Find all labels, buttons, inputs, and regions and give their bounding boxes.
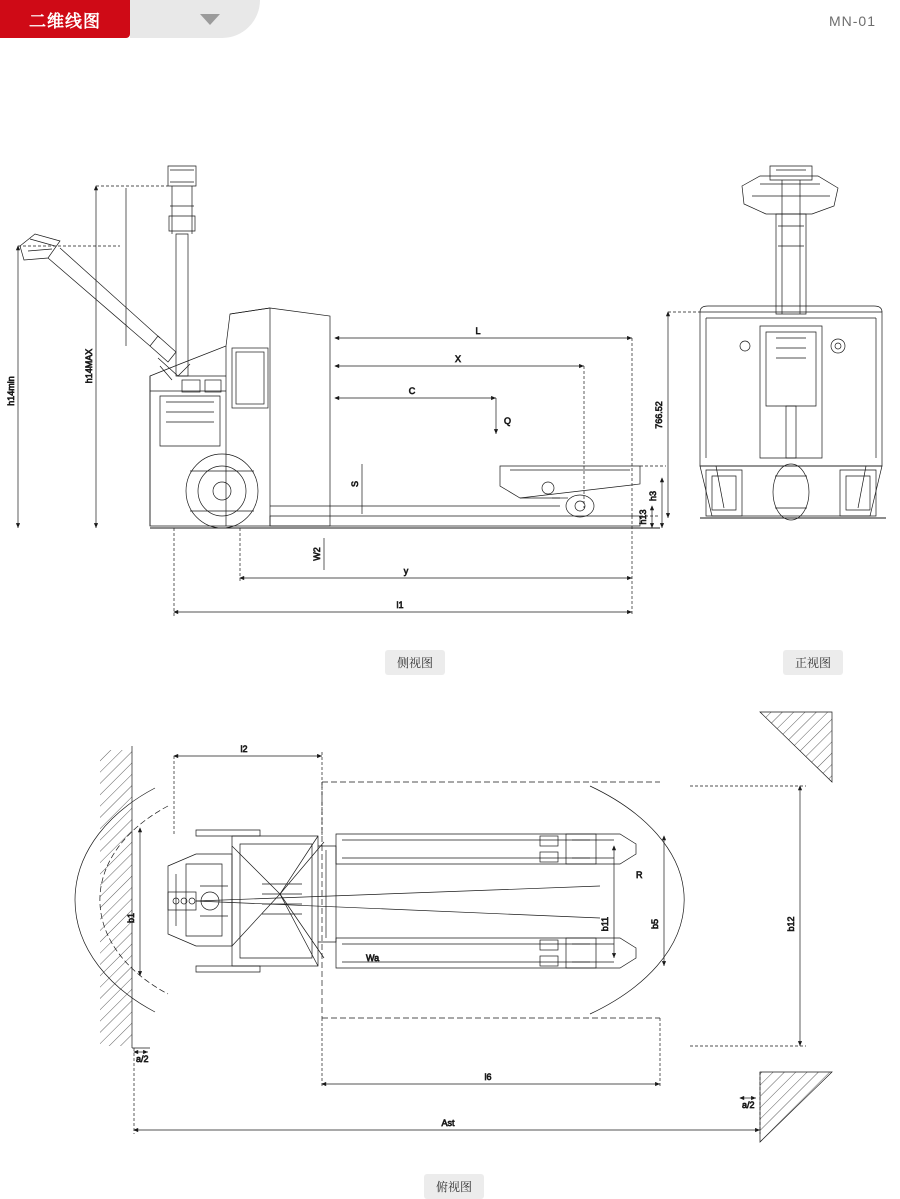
chevron-down-icon[interactable]: [200, 14, 220, 25]
caption-top-view: 俯视图: [424, 1174, 484, 1199]
side-view-drawing: [6, 166, 666, 616]
dim-h14min: h14min: [6, 376, 16, 406]
top-view-drawing: [75, 712, 832, 1142]
dim-l1: l1: [396, 600, 404, 610]
dim-S: S: [350, 480, 360, 488]
dim-C: C: [408, 386, 416, 396]
caption-front-view: 正视图: [783, 650, 843, 675]
dim-l2: l2: [240, 744, 248, 754]
dim-a-half-right: a/2: [742, 1100, 755, 1110]
dim-X: X: [454, 354, 462, 364]
dim-Q: Q: [504, 416, 512, 426]
dim-Ast: Ast: [441, 1118, 455, 1128]
dim-766-52: 766.52: [654, 401, 664, 429]
caption-side-view: 侧视图: [385, 650, 445, 675]
header-tab-label: 二维线图: [29, 11, 101, 31]
dim-R: R: [636, 870, 643, 880]
page-header: [0, 0, 900, 46]
dim-b12: b12: [786, 916, 796, 932]
header-tab[interactable]: [0, 0, 130, 38]
dim-Wa: Wa: [366, 953, 380, 963]
dim-b1: b1: [126, 912, 136, 924]
technical-drawing: [0, 46, 900, 1150]
dim-h3: h3: [648, 490, 658, 502]
dim-l6: l6: [484, 1072, 492, 1082]
dim-y: y: [403, 566, 409, 576]
header-grey-bar: [130, 0, 260, 38]
dim-b5: b5: [650, 918, 660, 930]
dim-W2: W2: [312, 547, 322, 561]
front-view-drawing: [654, 166, 886, 520]
drawing-sheet: [0, 46, 900, 1194]
dim-h13: h13: [638, 509, 648, 525]
dim-L: L: [475, 326, 481, 336]
dim-h14max: h14MAX: [84, 348, 94, 384]
dim-b11: b11: [600, 916, 610, 932]
model-code: MN-01: [828, 13, 876, 29]
dim-a-half-left: a/2: [136, 1054, 149, 1064]
